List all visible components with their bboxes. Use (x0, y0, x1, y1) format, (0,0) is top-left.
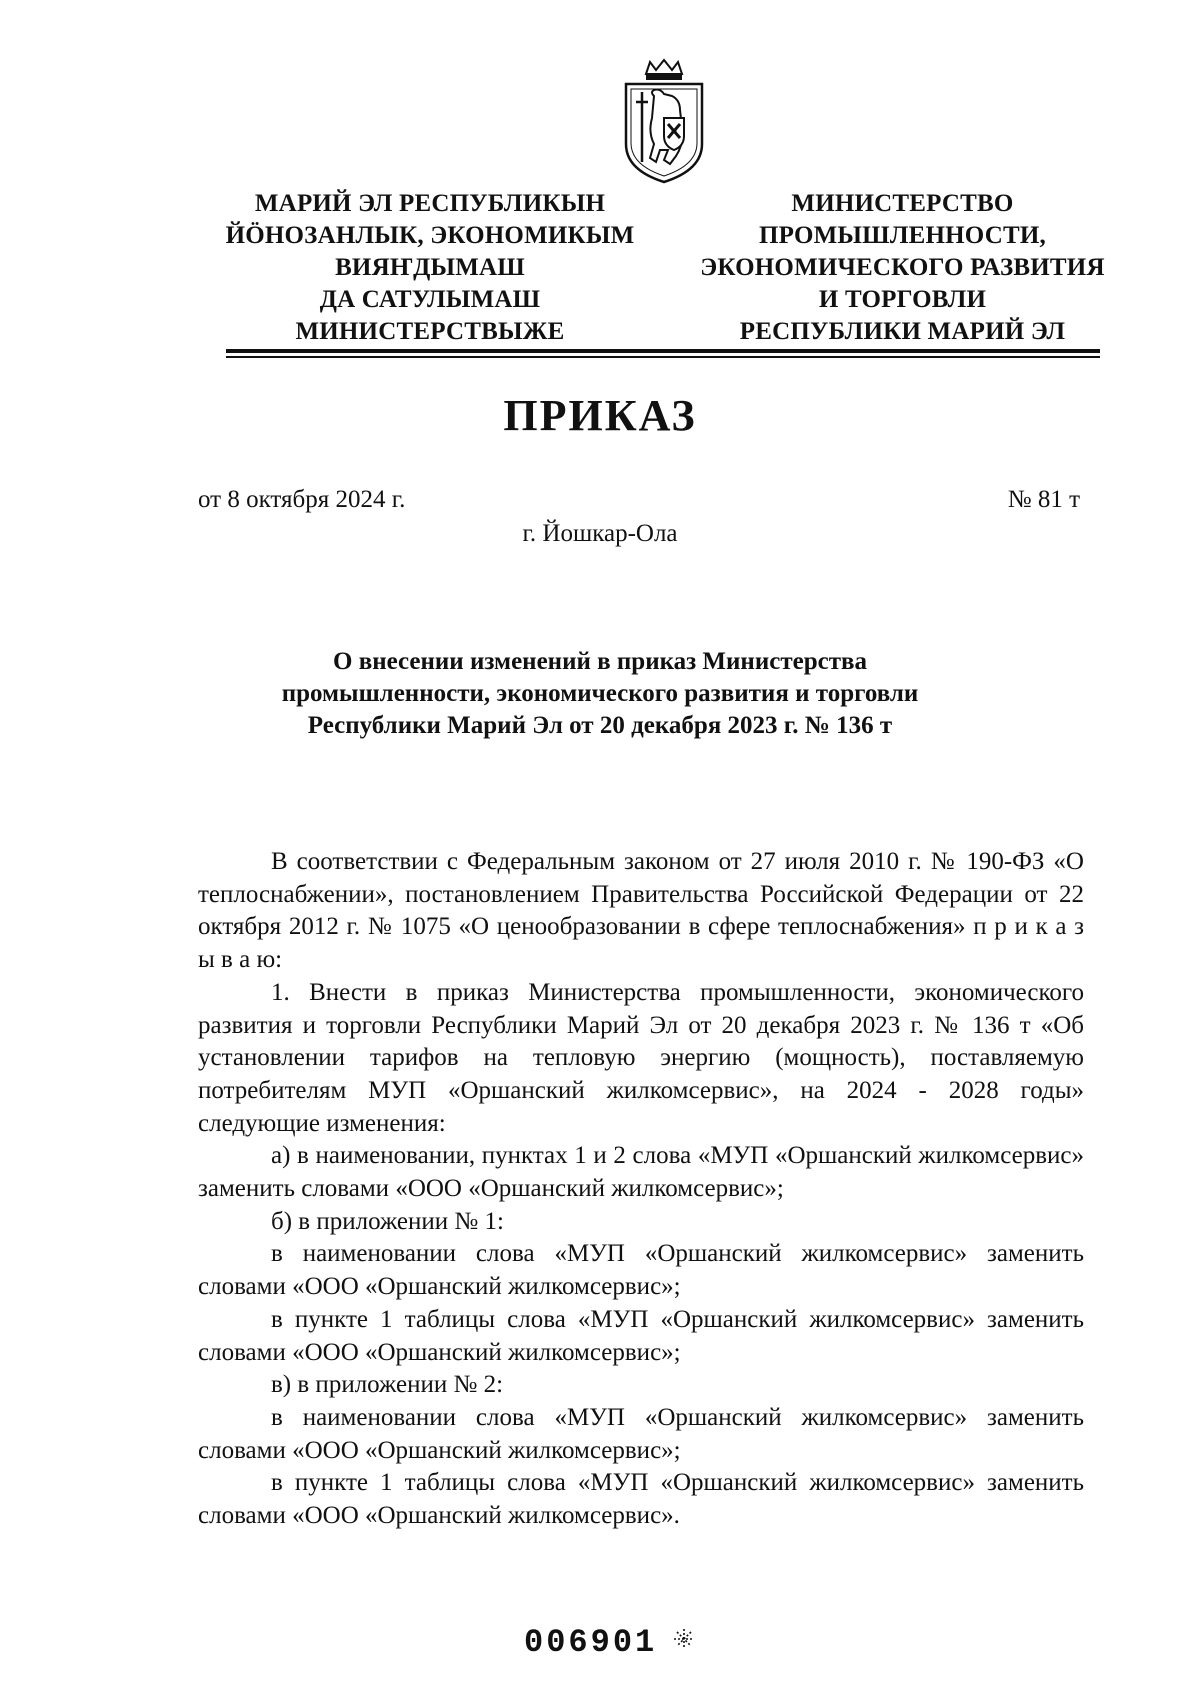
header-divider-thick (226, 349, 1100, 353)
header-left-block (195, 188, 665, 348)
coat-of-arms-icon (620, 58, 708, 186)
document-subject (150, 646, 1050, 742)
header-left-line: ВИЯҤДЫМАШ (335, 254, 525, 281)
document-title: ПРИКАЗ (503, 391, 697, 440)
body-paragraph: в наименовании слова «МУП «Оршанский жилкомсервис» заменить словами «ООО «Оршанский жилкомсервис»; (198, 1403, 1084, 1464)
header-right-line: ЭКОНОМИЧЕСКОГО РАЗВИТИЯ (700, 254, 1105, 281)
document-date: от 8 октября 2024 г. (198, 486, 406, 513)
header-left-line: ЙӦНОЗАНЛЫК, ЭКОНОМИКЫМ (225, 222, 635, 249)
header-left-line: ДА САТУЛЫМАШ (319, 286, 541, 313)
footer-serial-number: 006901 (524, 1624, 658, 1661)
header-left-line: МИНИСТЕРСТВЫЖЕ (295, 318, 565, 345)
asterisk-mark-icon (672, 1627, 696, 1651)
header-right-line: МИНИСТЕРСТВО (791, 190, 1014, 217)
header-divider-thin (226, 356, 1100, 358)
body-paragraph: 1. Внести в приказ Министерства промышленности, экономического развития и торговли Республики Марий Эл от 20 декабря 2023 г. № 136 т «Об установлении тарифов на тепловую энергию (мощность), поставляемую потребителям МУП «Оршанский жилкомсервис», на 2024 - 2028 годы» следующие изменения: (198, 978, 1084, 1137)
subject-line: О внесении изменений в приказ Министерства (333, 648, 867, 675)
body-paragraph: В соответствии с Федеральным законом от 27 июля 2010 г. № 190-ФЗ «О теплоснабжении», постановлением Правительства Российской Федерации от 22 октября 2012 г. № 1075 «О ценообразовании в сфере теплоснабжения» п р и к а з ы в а ю: (198, 848, 1084, 974)
header-right-line: И ТОРГОВЛИ (818, 286, 987, 313)
body-paragraph: в) в приложении № 2: (271, 1371, 504, 1399)
header-right-line: РЕСПУБЛИКИ МАРИЙ ЭЛ (739, 318, 1066, 345)
subject-line: промышленности, экономического развития и торговли (281, 680, 919, 707)
document-number: № 81 т (1007, 486, 1080, 513)
header-left-line: МАРИЙ ЭЛ РЕСПУБЛИКЫН (254, 190, 606, 217)
body-paragraph: б) в приложении № 1: (271, 1207, 504, 1235)
subject-line: Республики Марий Эл от 20 декабря 2023 г. № 136 т (307, 712, 893, 739)
body-paragraph: а) в наименовании, пунктах 1 и 2 слова «МУП «Оршанский жилкомсервис» заменить словами «ООО «Оршанский жилкомсервис»; (198, 1142, 1084, 1203)
body-paragraph: в пункте 1 таблицы слова «МУП «Оршанский жилкомсервис» заменить словами «ООО «Оршанский жилкомсервис»; (198, 1305, 1084, 1366)
body-paragraph: в наименовании слова «МУП «Оршанский жилкомсервис» заменить словами «ООО «Оршанский жилкомсервис»; (198, 1240, 1084, 1301)
header-right-line: ПРОМЫШЛЕННОСТИ, (759, 222, 1046, 249)
document-body (198, 846, 1084, 1533)
document-city: г. Йошкар-Ола (522, 520, 678, 547)
header-right-block (685, 188, 1120, 348)
body-paragraph: в пункте 1 таблицы слова «МУП «Оршанский жилкомсервис» заменить словами «ООО «Оршанский жилкомсервис». (198, 1469, 1084, 1530)
